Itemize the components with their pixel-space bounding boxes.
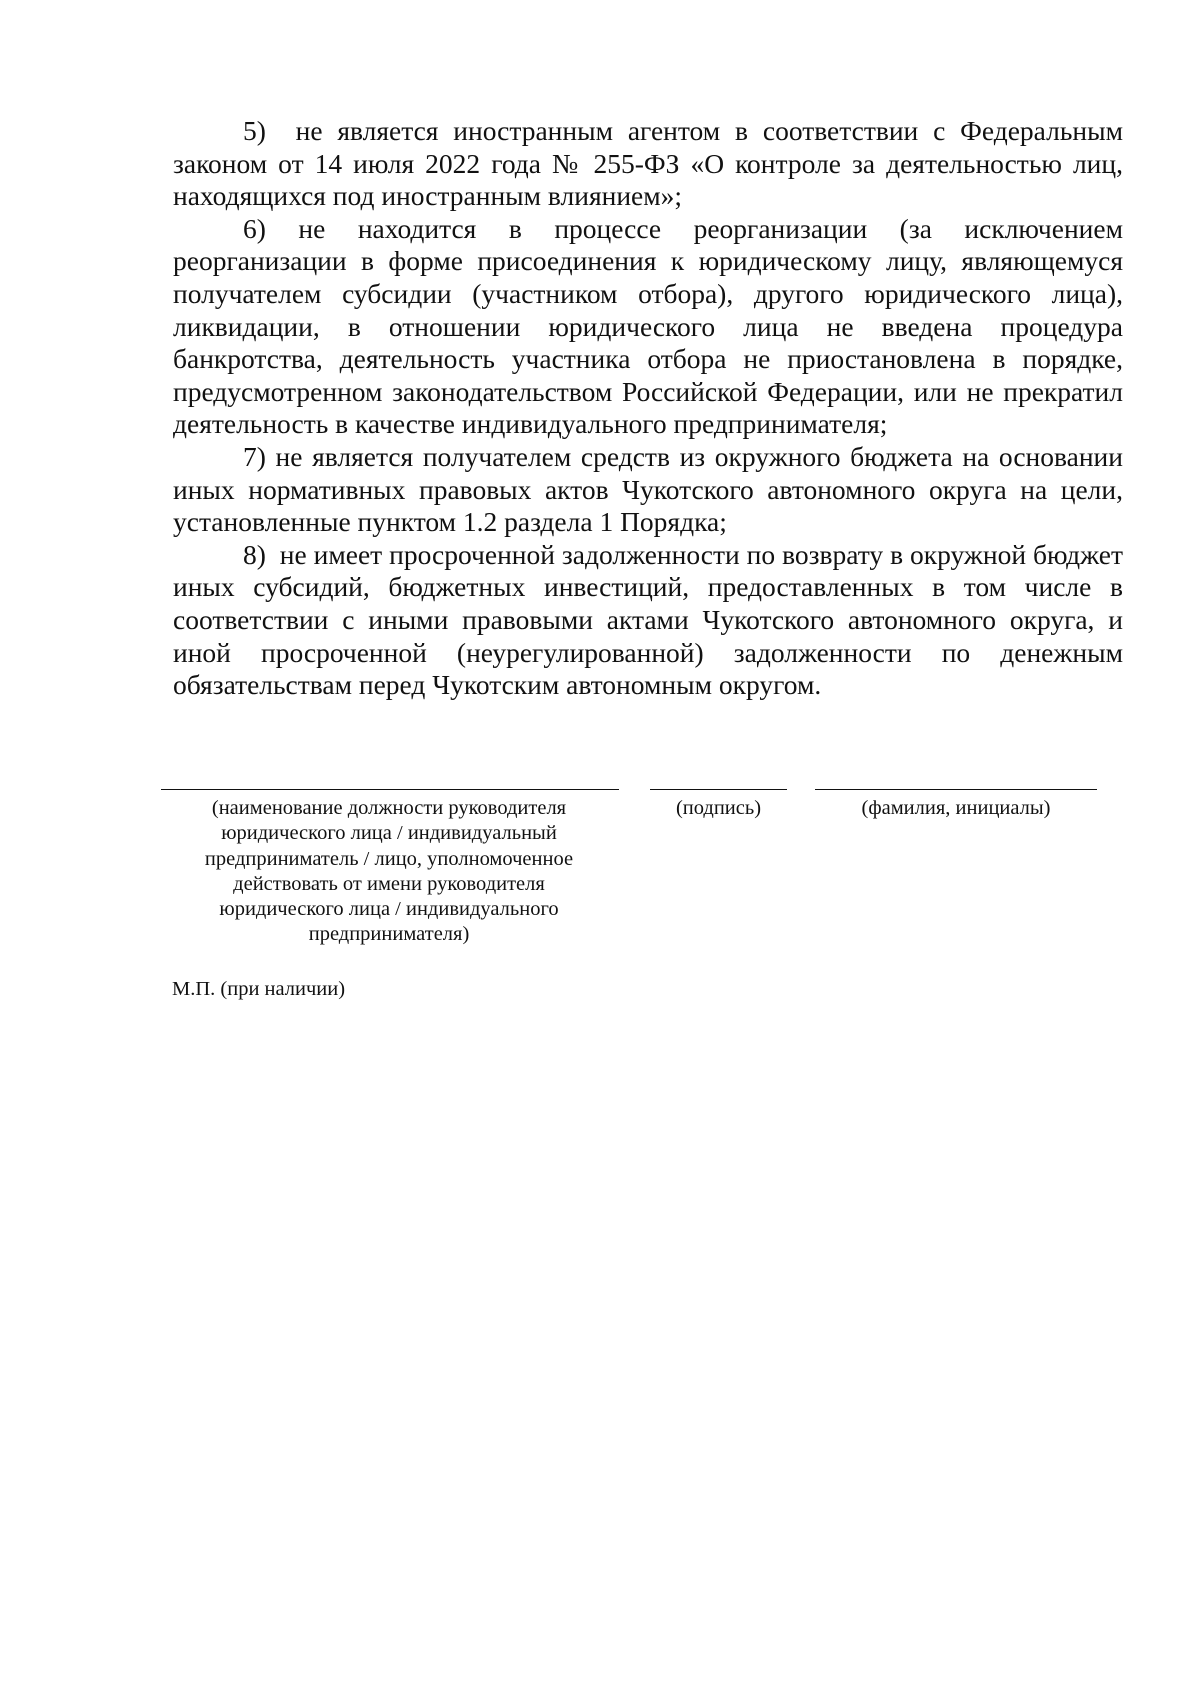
paragraph-item-6: 6) не находится в процессе реорганизации (за исключением реорганизации в форме присоединения к юридическому лицу, являющемуся получателем субсидии (участником отбора), другого юридического лица), ликвидации, в отношении юридического лица не введена процедура банкротства, деятельность участника отбора не приостановлена в порядке, предусмотренном законодательством Российской Федерации, или не прекратил деятельность в качестве индивидуального предпринимателя;	[173, 212, 1123, 440]
name-caption: (фамилия, инициалы)	[861, 797, 1051, 819]
document-body	[173, 115, 1123, 702]
name-signature-line	[815, 789, 1097, 790]
position-signature-line	[161, 789, 619, 790]
signature-line	[650, 789, 787, 790]
paragraph-item-5: 5) не является иностранным агентом в соответствии с Федеральным законом от 14 июля 2022 года № 255-ФЗ «О контроле за деятельностью лиц, находящихся под иностранным влиянием»;	[173, 115, 1123, 212]
stamp-note: М.П. (при наличии)	[172, 978, 346, 1000]
paragraph-item-7: 7) не является получателем средств из окружного бюджета на основании иных нормативных правовых актов Чукотского автономного округа на цели, установленные пунктом 1.2 раздела 1 Порядка;	[173, 440, 1123, 538]
signature-caption: (подпись)	[675, 797, 762, 819]
paragraph-item-8: 8) не имеет просроченной задолженности по возврату в окружной бюджет иных субсидий, бюджетных инвестиций, предоставленных в том числе в соответствии с иными правовыми актами Чукотского автономного округа, и иной просроченной (неурегулированной) задолженности по денежным обязательствам перед Чукотским автономным округом.	[173, 538, 1123, 701]
position-caption: (наименование должности руководителя юридического лица / индивидуальный предприниматель / лицо, уполномоченное действовать от имени руководителя юридического лица / индивидуального предпринимателя)	[204, 797, 574, 946]
